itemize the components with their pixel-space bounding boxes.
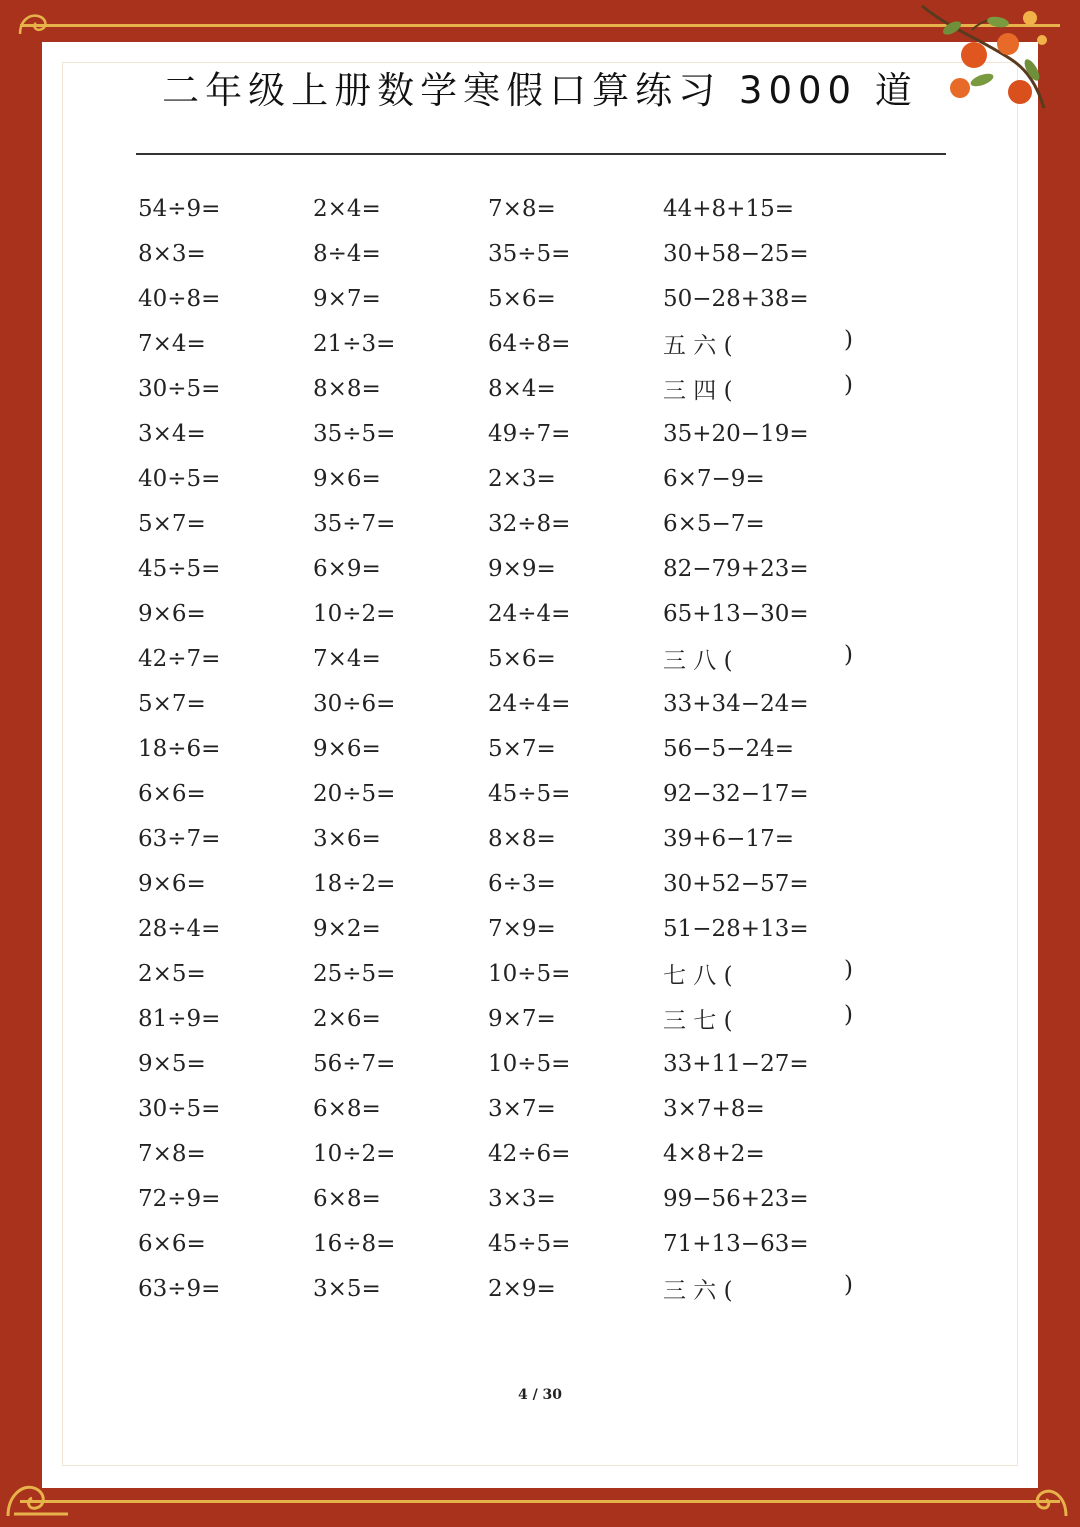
exercise-item: 30÷6= [313, 690, 396, 717]
exercise-item: 3×7+8= [663, 1095, 765, 1122]
table-row [138, 861, 938, 906]
exercise-item: 18÷6= [138, 735, 221, 762]
table-row [138, 1176, 938, 1221]
fill-in-prompt: 七 八 ( [663, 963, 733, 989]
table-row [138, 1266, 938, 1311]
exercise-item: 4×8+2= [663, 1140, 765, 1167]
exercise-item: 30÷5= [138, 1095, 221, 1122]
table-row [138, 951, 938, 996]
table-row [138, 1041, 938, 1086]
exercise-item: 3×4= [138, 420, 206, 447]
exercise-item: 63÷7= [138, 825, 221, 852]
exercise-item: 32÷8= [488, 510, 571, 537]
exercise-item: 9×6= [138, 600, 206, 627]
exercise-item: 18÷2= [313, 870, 396, 897]
table-row [138, 1221, 938, 1266]
exercise-item: 9×6= [313, 465, 381, 492]
exercise-item: 2×3= [488, 465, 556, 492]
exercise-item: 2×4= [313, 195, 381, 222]
exercise-item: 35÷7= [313, 510, 396, 537]
table-row [138, 321, 938, 366]
exercise-item: 6×8= [313, 1095, 381, 1122]
exercise-item: 21÷3= [313, 330, 396, 357]
exercise-item: 2×6= [313, 1005, 381, 1032]
exercise-item: 82−79+23= [663, 555, 809, 582]
exercise-item: 8÷4= [313, 240, 381, 267]
exercise-item: 8×4= [488, 375, 556, 402]
exercise-item: 6×5−7= [663, 510, 765, 537]
exercise-item: 5×7= [138, 690, 206, 717]
exercise-item: 5×7= [488, 735, 556, 762]
exercise-item: 3×3= [488, 1185, 556, 1212]
exercise-item: 24÷4= [488, 600, 571, 627]
exercise-item: 10÷5= [488, 960, 571, 987]
exercise-item: 8×3= [138, 240, 206, 267]
exercise-item: 9×7= [488, 1005, 556, 1032]
fill-in-prompt: 三 六 ( [663, 1278, 733, 1304]
exercise-item: 51−28+13= [663, 915, 809, 942]
table-row [138, 636, 938, 681]
exercise-item: 9×6= [138, 870, 206, 897]
fill-in-prompt: 三 七 ( [663, 1008, 733, 1034]
fill-in-prompt: 五 六 ( [663, 333, 733, 359]
exercise-item: 6×8= [313, 1185, 381, 1212]
exercise-item: 8×8= [488, 825, 556, 852]
exercise-item [663, 327, 938, 360]
table-row [138, 726, 938, 771]
fill-in-close-paren: ) [844, 1272, 853, 1298]
table-row [138, 681, 938, 726]
exercise-item: 30÷5= [138, 375, 221, 402]
table-row [138, 816, 938, 861]
exercise-item: 3×7= [488, 1095, 556, 1122]
exercise-item: 6×9= [313, 555, 381, 582]
exercise-item [663, 642, 938, 675]
table-row [138, 996, 938, 1041]
exercise-item: 5×7= [138, 510, 206, 537]
exercise-item: 42÷7= [138, 645, 221, 672]
exercise-item: 56−5−24= [663, 735, 794, 762]
exercise-item: 50−28+38= [663, 285, 809, 312]
frame-gold-line-top [20, 24, 1060, 27]
fill-in-close-paren: ) [844, 327, 853, 353]
exercise-item: 20÷5= [313, 780, 396, 807]
exercise-item: 9×9= [488, 555, 556, 582]
frame-gold-line-bottom [20, 1500, 1060, 1503]
exercise-item: 40÷8= [138, 285, 221, 312]
exercise-item: 7×9= [488, 915, 556, 942]
exercise-item: 8×8= [313, 375, 381, 402]
exercise-item: 33+34−24= [663, 690, 809, 717]
exercise-item: 30+58−25= [663, 240, 809, 267]
exercise-grid [138, 186, 938, 1311]
fill-in-close-paren: ) [844, 372, 853, 398]
exercise-item: 24÷4= [488, 690, 571, 717]
table-row [138, 771, 938, 816]
exercise-item: 35+20−19= [663, 420, 809, 447]
exercise-item: 2×9= [488, 1275, 556, 1302]
exercise-item: 65+13−30= [663, 600, 809, 627]
table-row [138, 231, 938, 276]
exercise-item: 39+6−17= [663, 825, 794, 852]
exercise-item: 56÷7= [313, 1050, 396, 1077]
exercise-item: 40÷5= [138, 465, 221, 492]
table-row [138, 411, 938, 456]
table-row [138, 1131, 938, 1176]
fill-in-close-paren: ) [844, 1002, 853, 1028]
exercise-item: 10÷5= [488, 1050, 571, 1077]
exercise-item: 42÷6= [488, 1140, 571, 1167]
exercise-item: 71+13−63= [663, 1230, 809, 1257]
exercise-item: 7×4= [138, 330, 206, 357]
exercise-item [663, 1272, 938, 1305]
exercise-item: 5×6= [488, 645, 556, 672]
exercise-item: 30+52−57= [663, 870, 809, 897]
exercise-item: 33+11−27= [663, 1050, 809, 1077]
exercise-item: 10÷2= [313, 600, 396, 627]
table-row [138, 1086, 938, 1131]
exercise-item: 54÷9= [138, 195, 221, 222]
exercise-item: 2×5= [138, 960, 206, 987]
table-row [138, 456, 938, 501]
exercise-item: 45÷5= [488, 780, 571, 807]
exercise-item: 44+8+15= [663, 195, 794, 222]
exercise-item: 6×6= [138, 1230, 206, 1257]
exercise-item: 25÷5= [313, 960, 396, 987]
exercise-item: 3×6= [313, 825, 381, 852]
exercise-item: 35÷5= [488, 240, 571, 267]
exercise-item: 6×7−9= [663, 465, 765, 492]
exercise-item: 81÷9= [138, 1005, 221, 1032]
exercise-item: 10÷2= [313, 1140, 396, 1167]
page-title: 二年级上册数学寒假口算练习 3000 道 [162, 69, 918, 112]
exercise-item: 49÷7= [488, 420, 571, 447]
table-row [138, 366, 938, 411]
table-row [138, 276, 938, 321]
exercise-item: 7×4= [313, 645, 381, 672]
exercise-item: 72÷9= [138, 1185, 221, 1212]
exercise-item: 45÷5= [138, 555, 221, 582]
page-number: 4 / 30 [517, 1387, 563, 1403]
exercise-item: 7×8= [138, 1140, 206, 1167]
exercise-item: 63÷9= [138, 1275, 221, 1302]
table-row [138, 591, 938, 636]
fill-in-close-paren: ) [844, 957, 853, 983]
fill-in-close-paren: ) [844, 642, 853, 668]
exercise-item: 7×8= [488, 195, 556, 222]
exercise-item: 6÷3= [488, 870, 556, 897]
table-row [138, 906, 938, 951]
exercise-item: 3×5= [313, 1275, 381, 1302]
exercise-item: 28÷4= [138, 915, 221, 942]
exercise-item: 6×6= [138, 780, 206, 807]
exercise-item [663, 1002, 938, 1035]
exercise-item: 99−56+23= [663, 1185, 809, 1212]
exercise-item: 5×6= [488, 285, 556, 312]
fill-in-prompt: 三 八 ( [663, 648, 733, 674]
exercise-item: 9×6= [313, 735, 381, 762]
exercise-item [663, 957, 938, 990]
exercise-item: 35÷5= [313, 420, 396, 447]
table-row [138, 501, 938, 546]
exercise-item: 9×5= [138, 1050, 206, 1077]
exercise-item: 45÷5= [488, 1230, 571, 1257]
exercise-item: 9×7= [313, 285, 381, 312]
table-row [138, 186, 938, 231]
exercise-item [663, 372, 938, 405]
exercise-item: 64÷8= [488, 330, 571, 357]
table-row [138, 546, 938, 591]
title-underline [136, 153, 946, 155]
fill-in-prompt: 三 四 ( [663, 378, 733, 404]
exercise-item: 16÷8= [313, 1230, 396, 1257]
exercise-item: 92−32−17= [663, 780, 809, 807]
corner-ornament-icon [18, 10, 52, 36]
exercise-item: 9×2= [313, 915, 381, 942]
